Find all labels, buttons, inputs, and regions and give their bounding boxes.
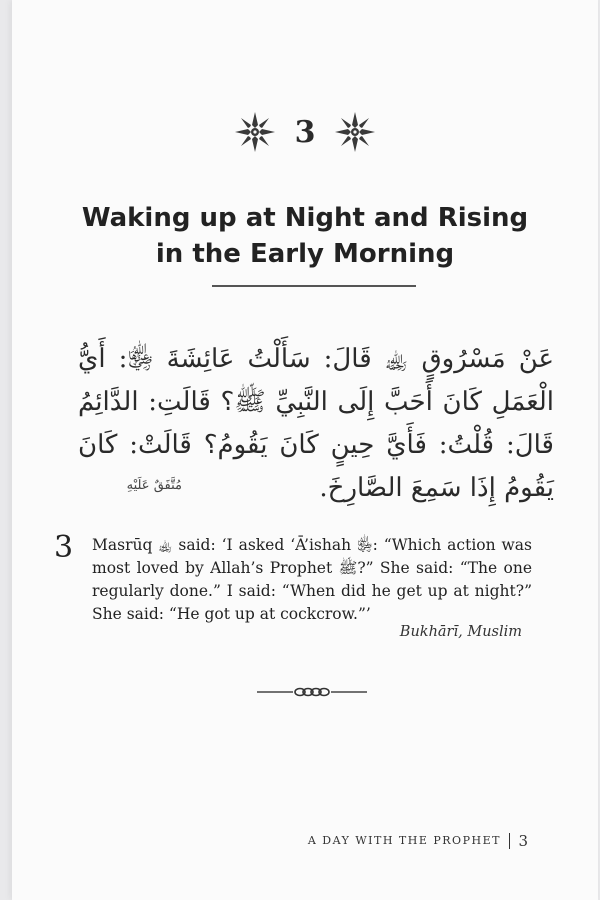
chapter-number: 3 [294, 114, 316, 150]
footer-separator [509, 833, 511, 849]
hadith-source: Bukhārī, Muslim [399, 624, 522, 640]
chapter-title-line-2: in the Early Morning [155, 239, 455, 269]
chapter-heading [12, 110, 598, 154]
hadith-arabic-source: مُتَّفَقٌ عَلَيْهِ [126, 478, 182, 493]
chapter-title-line-1: Waking up at Night and Rising [81, 203, 529, 233]
hadith-number: 3 [54, 530, 74, 565]
book-page [12, 0, 598, 900]
section-divider-ornament-icon [257, 684, 367, 700]
flower-ornament-icon [233, 110, 277, 154]
running-book-title: A DAY WITH THE PROPHET [307, 834, 501, 847]
page-footer [12, 832, 528, 850]
flower-ornament-icon [333, 110, 377, 154]
hadith-arabic-text: عَنْ مَسْرُوقٍ ﵀ قَالَ: سَأَلْتُ عَائِشَةَ ﵂: أَيُّ الْعَمَلِ كَانَ أَحَبَّ إِلَى النَّبِيِّ ﷺ؟ قَالَتِ: الدَّائِمُ قَالَ: قُلْتُ: فَأَيَّ حِينٍ كَانَ يَقُومُ؟ قَالَتْ: كَانَ يَقُومُ إِذَا سَمِعَ الصَّارِخَ. [78, 344, 554, 503]
hadith-translation [92, 534, 532, 626]
title-underline [212, 285, 416, 287]
hadith-english-text: Masrūq ﵀ said: ‘I asked ‘Ā’ishah ﵂: “Which action was most loved by Allah’s Prophet ﷺ?” She said: “The one regularly done.” I said: “When did he get up at night?” She said: “He got up at cockcrow.”’ [92, 536, 533, 623]
chapter-title [12, 200, 598, 272]
page-number: 3 [518, 832, 528, 850]
